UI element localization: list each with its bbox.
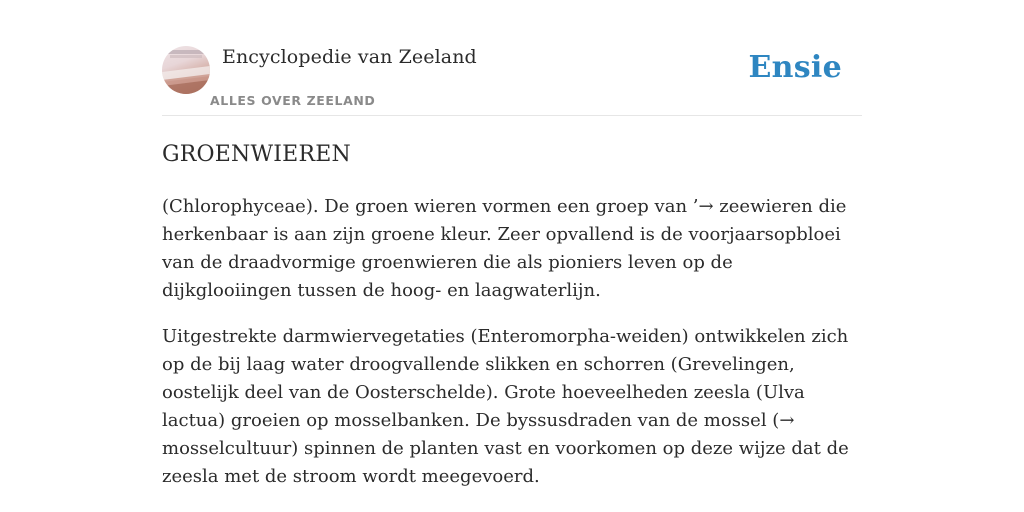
entry-paragraph [162,323,862,491]
paragraph-text: die herkenbaar is aan zijn groene kleur. Zeer opvallend is de voorjaarsopbloei van de draadvormige groenwieren die als pioniers leven op de dijkglooiingen tussen de hoog- en laagwaterlijn. [162,196,847,301]
entry-content [162,138,862,491]
paragraph-text: (Chlorophyceae). De groen wieren vormen een groep van ’ [162,196,699,217]
entry-title: GROENWIEREN [162,142,351,167]
entry-paragraph [162,193,862,305]
site-subtitle: ALLES OVER ZEELAND [210,93,376,108]
reference-link-zeewieren[interactable]: → zeewieren [698,196,813,217]
site-title[interactable]: Encyclopedie van Zeeland [222,46,477,68]
reference-link-mosselcultuur[interactable]: → mosselcultuur [162,410,795,459]
site-avatar-icon[interactable] [162,46,210,94]
paragraph-text: Uitgestrekte darmwiervegetaties (Enteromorpha-weiden) ontwikkelen zich op de bij laag water droogvallende slikken en schorren (Grevelingen, oostelijk deel van de Oosterschelde). Grote hoeveelheden zeesla (Ulva lactua) groeien op mosselbanken. De byssusdraden van de mossel ( [162,326,849,431]
paragraph-text: ) spinnen de planten vast en voorkomen op deze wijze dat de zeesla met de stroom wordt meegevoerd. [162,438,849,487]
brand-logo[interactable]: Ensie [748,50,842,85]
header [162,44,862,116]
